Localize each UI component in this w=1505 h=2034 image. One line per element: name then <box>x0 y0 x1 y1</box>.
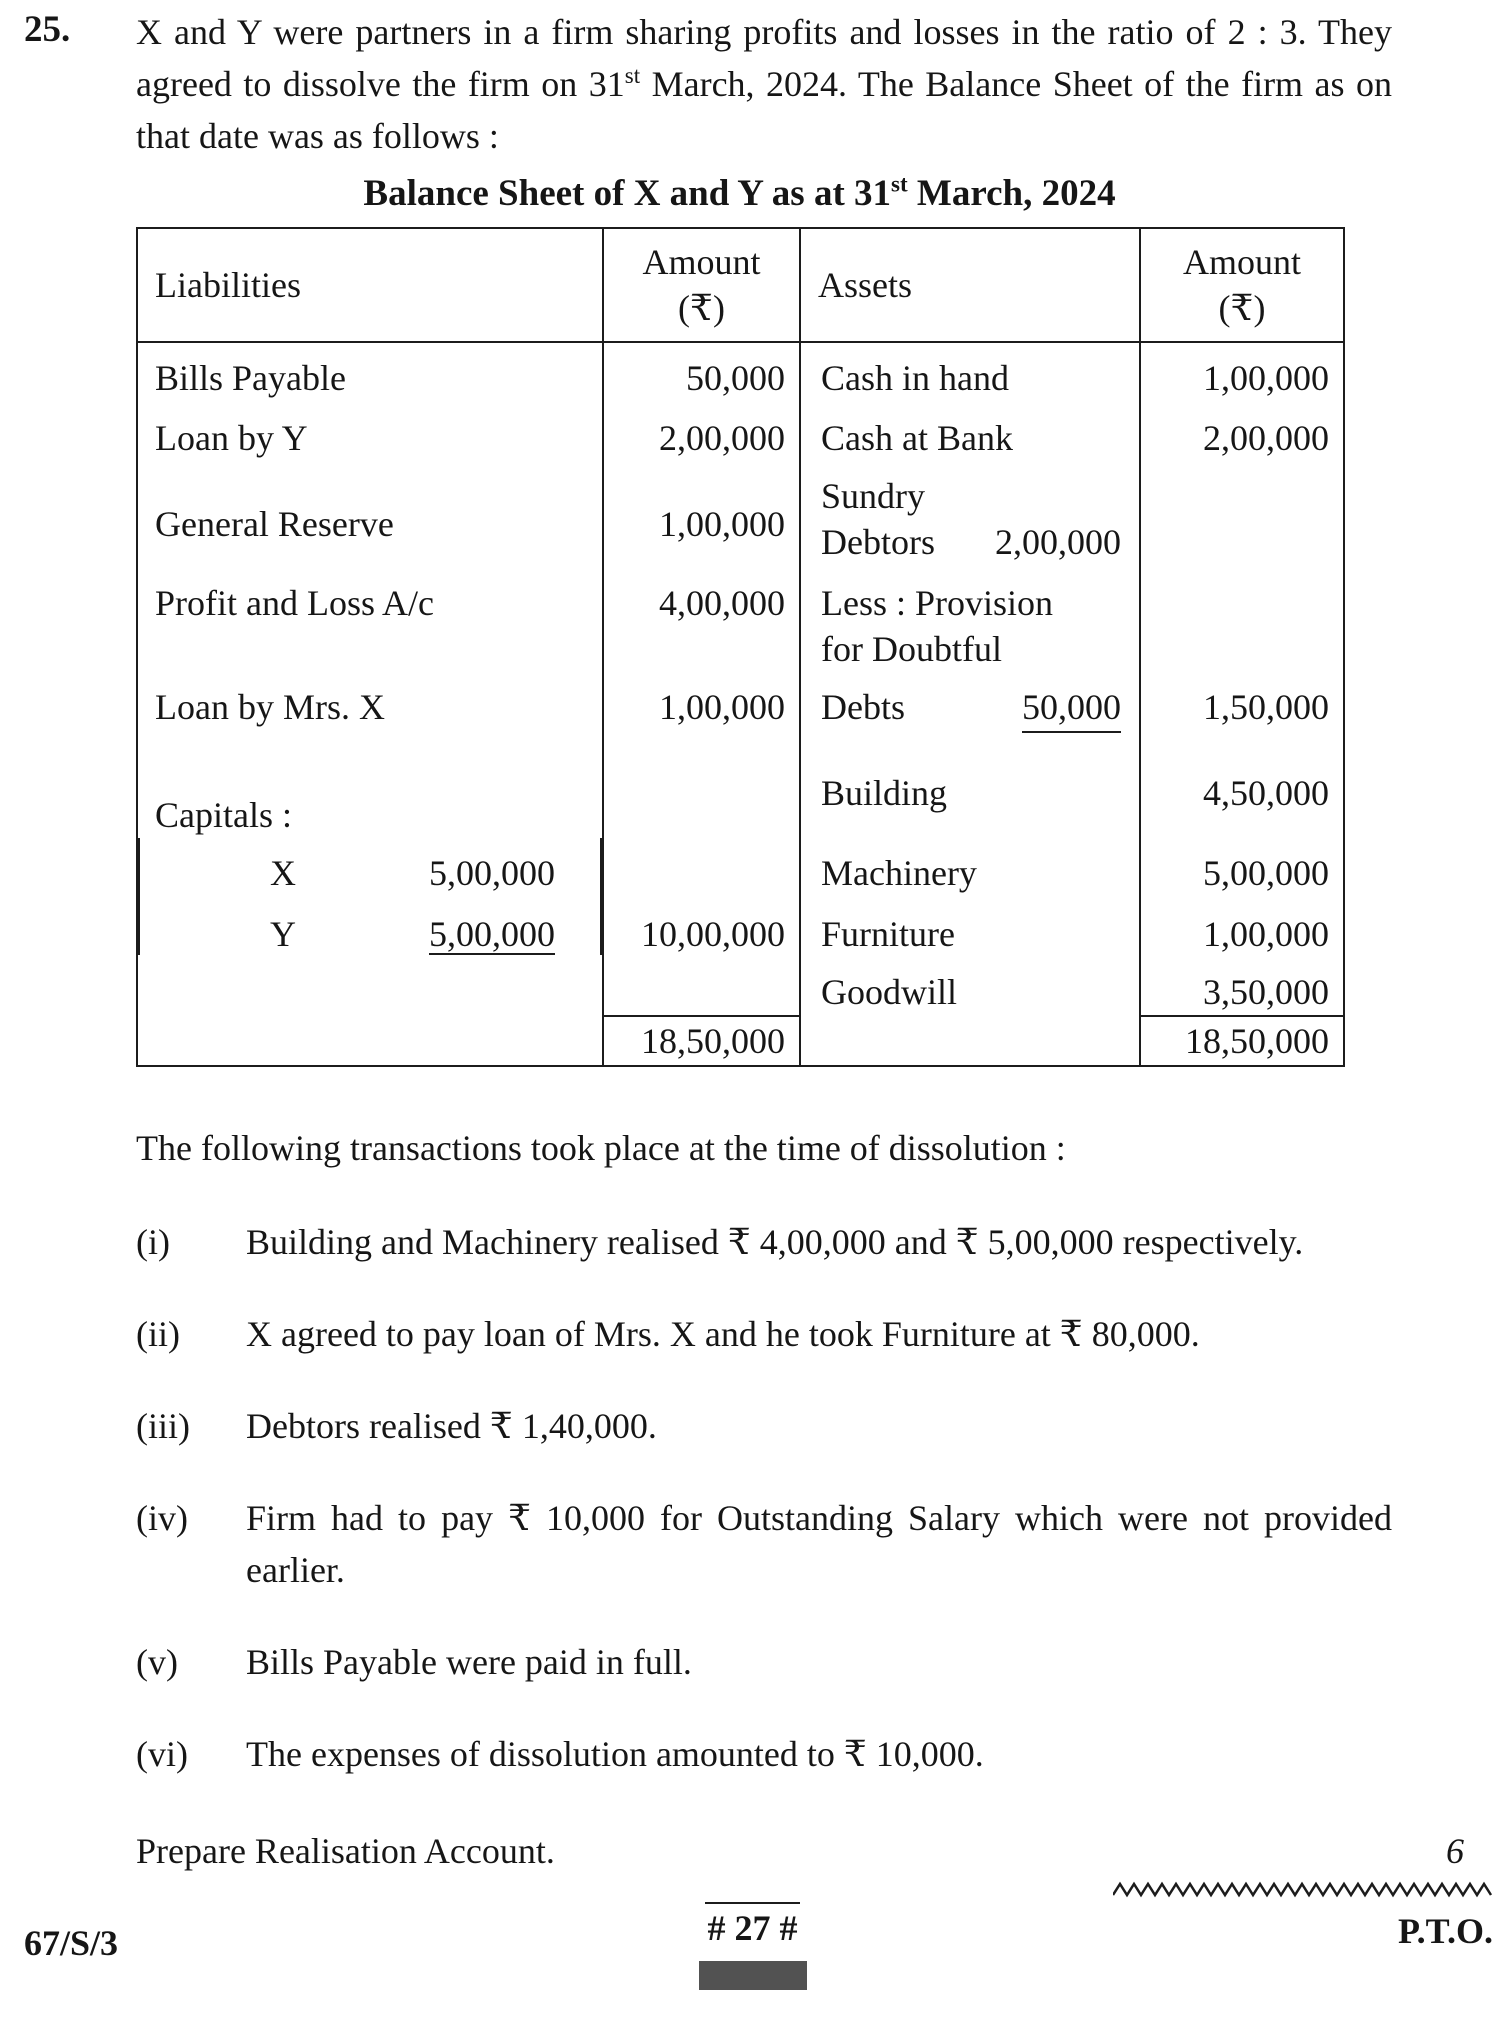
transaction-item <box>136 1216 1392 1268</box>
asset-sub-label: Debtors <box>821 522 935 562</box>
liability-label <box>137 957 603 1016</box>
transaction-label: (iv) <box>136 1498 188 1538</box>
liability-label: General Reserve <box>137 461 603 568</box>
liability-label: Capitals : <box>137 746 603 838</box>
table-row <box>137 342 1344 403</box>
question-intro-text-1: X and Y were partners in a firm sharing profits and losses in the ratio of 2 : 3. They agreed to dissolve the firm on 31 <box>136 12 1392 104</box>
asset-amount <box>1140 568 1344 672</box>
liabilities-total: 18,50,000 <box>603 1016 800 1066</box>
page-marker-block <box>699 1902 807 1990</box>
question-intro-text-2: March, 2024. The Balance Sheet of the firm as on that date was as follows : <box>136 64 1393 156</box>
asset-label <box>800 1016 1140 1066</box>
asset-label-line: Sundry <box>821 476 926 516</box>
capital-partner-row <box>138 838 602 899</box>
zigzag-line-icon <box>1113 1880 1493 1900</box>
question-intro-superscript: st <box>624 63 641 88</box>
transaction-item <box>136 1728 1392 1780</box>
liability-amount: 50,000 <box>603 342 800 403</box>
transaction-text: Building and Machinery realised ₹ 4,00,000 and ₹ 5,00,000 respectively. <box>246 1222 1304 1262</box>
header-currency-label: (₹) <box>1218 288 1266 328</box>
asset-label <box>800 672 1140 746</box>
header-amount-liabilities <box>603 228 800 342</box>
asset-amount: 1,00,000 <box>1140 899 1344 957</box>
pto-label: P.T.O. <box>1397 1911 1493 1951</box>
asset-label-line <box>821 684 1121 733</box>
asset-amount: 1,50,000 <box>1140 672 1344 746</box>
asset-sub-label: Debts <box>821 687 905 727</box>
capital-partner-name: X <box>270 853 296 893</box>
transaction-item <box>136 1308 1392 1360</box>
table-total-row <box>137 1016 1344 1066</box>
liability-amount: 1,00,000 <box>603 672 800 746</box>
liability-amount <box>603 838 800 899</box>
balance-sheet-title-text-1: Balance Sheet of X and Y as at 31 <box>363 173 892 214</box>
header-liabilities: Liabilities <box>137 228 603 342</box>
closing-instruction: Prepare Realisation Account. <box>136 1831 555 1871</box>
closing-row <box>136 1825 1464 1877</box>
table-row <box>137 746 1344 838</box>
asset-label: Cash at Bank <box>800 403 1140 461</box>
table-header-row <box>137 228 1344 342</box>
assets-total: 18,50,000 <box>1140 1016 1344 1066</box>
transaction-item <box>136 1400 1392 1452</box>
transaction-text: The expenses of dissolution amounted to ₹ 10,000. <box>246 1734 984 1774</box>
header-amount-label: Amount <box>642 242 761 282</box>
asset-label: Cash in hand <box>800 342 1140 403</box>
liability-amount <box>603 746 800 838</box>
paper-code: 67/S/3 <box>24 1923 119 1963</box>
marks-badge: 6 <box>1446 1831 1464 1871</box>
table-row <box>137 461 1344 568</box>
transaction-text: Debtors realised ₹ 1,40,000. <box>246 1406 657 1446</box>
capital-partner-amount: 5,00,000 <box>429 853 555 893</box>
header-currency-label: (₹) <box>678 288 725 328</box>
liability-label: Loan by Y <box>137 403 603 461</box>
liability-label: Profit and Loss A/c <box>137 568 603 672</box>
capital-partner-row <box>138 899 602 955</box>
liability-amount: 1,00,000 <box>603 461 800 568</box>
asset-label <box>800 461 1140 568</box>
table-row <box>137 957 1344 1016</box>
transaction-label: (vi) <box>136 1734 188 1774</box>
asset-label: Goodwill <box>800 957 1140 1016</box>
transaction-text: Firm had to pay ₹ 10,000 for Outstanding Salary which were not provided earlier. <box>246 1498 1392 1590</box>
table-row <box>137 672 1344 746</box>
asset-label-line <box>821 519 1121 565</box>
transaction-label: (v) <box>136 1642 178 1682</box>
table-row <box>137 403 1344 461</box>
asset-label: Furniture <box>800 899 1140 957</box>
table-row <box>137 899 1344 957</box>
asset-amount: 3,50,000 <box>1140 957 1344 1016</box>
header-amount-label: Amount <box>1182 242 1301 282</box>
asset-inner-amount: 50,000 <box>1022 684 1121 733</box>
asset-label: Machinery <box>800 838 1140 899</box>
transaction-label: (ii) <box>136 1314 180 1354</box>
separator-line <box>705 1902 800 1904</box>
balance-sheet-table <box>136 227 1345 1067</box>
transaction-item <box>136 1636 1392 1688</box>
asset-label: Building <box>800 746 1140 838</box>
asset-amount: 4,50,000 <box>1140 746 1344 838</box>
question-number: 25. <box>24 9 71 50</box>
asset-amount <box>1140 461 1344 568</box>
transaction-item <box>136 1492 1392 1596</box>
liability-amount: 4,00,000 <box>603 568 800 672</box>
balance-sheet-title-text-2: March, 2024 <box>907 173 1116 214</box>
liability-label <box>137 1016 603 1066</box>
liability-label: Bills Payable <box>137 342 603 403</box>
transaction-text: X agreed to pay loan of Mrs. X and he took Furniture at ₹ 80,000. <box>246 1314 1200 1354</box>
question-intro <box>136 6 1392 162</box>
asset-label-line: for Doubtful <box>821 629 1002 669</box>
header-assets: Assets <box>800 228 1140 342</box>
transactions-list <box>136 1216 1392 1780</box>
balance-sheet-title-superscript: st <box>891 171 908 197</box>
liability-amount: 10,00,000 <box>603 899 800 957</box>
asset-amount: 1,00,000 <box>1140 342 1344 403</box>
transaction-text: Bills Payable were paid in full. <box>246 1642 692 1682</box>
table-row <box>137 838 1344 899</box>
transaction-label: (i) <box>136 1222 170 1262</box>
capital-partner-amount: 5,00,000 <box>429 911 555 955</box>
transactions-intro: The following transactions took place at the time of dissolution : <box>136 1128 1066 1168</box>
asset-amount: 5,00,000 <box>1140 838 1344 899</box>
transaction-label: (iii) <box>136 1406 190 1446</box>
table-row <box>137 568 1344 672</box>
liability-amount <box>603 957 800 1016</box>
redaction-bar <box>699 1961 807 1990</box>
capital-partner-name: Y <box>270 914 296 954</box>
asset-label <box>800 568 1140 672</box>
asset-inner-amount: 2,00,000 <box>995 522 1121 562</box>
header-amount-assets <box>1140 228 1344 342</box>
asset-amount: 2,00,000 <box>1140 403 1344 461</box>
balance-sheet-title <box>136 172 1343 215</box>
liability-label: Loan by Mrs. X <box>137 672 603 746</box>
page-number-marker: # 27 # <box>707 1908 798 1948</box>
liability-amount: 2,00,000 <box>603 403 800 461</box>
asset-label-line: Less : Provision <box>821 583 1054 623</box>
pto-block <box>1113 1880 1493 1953</box>
